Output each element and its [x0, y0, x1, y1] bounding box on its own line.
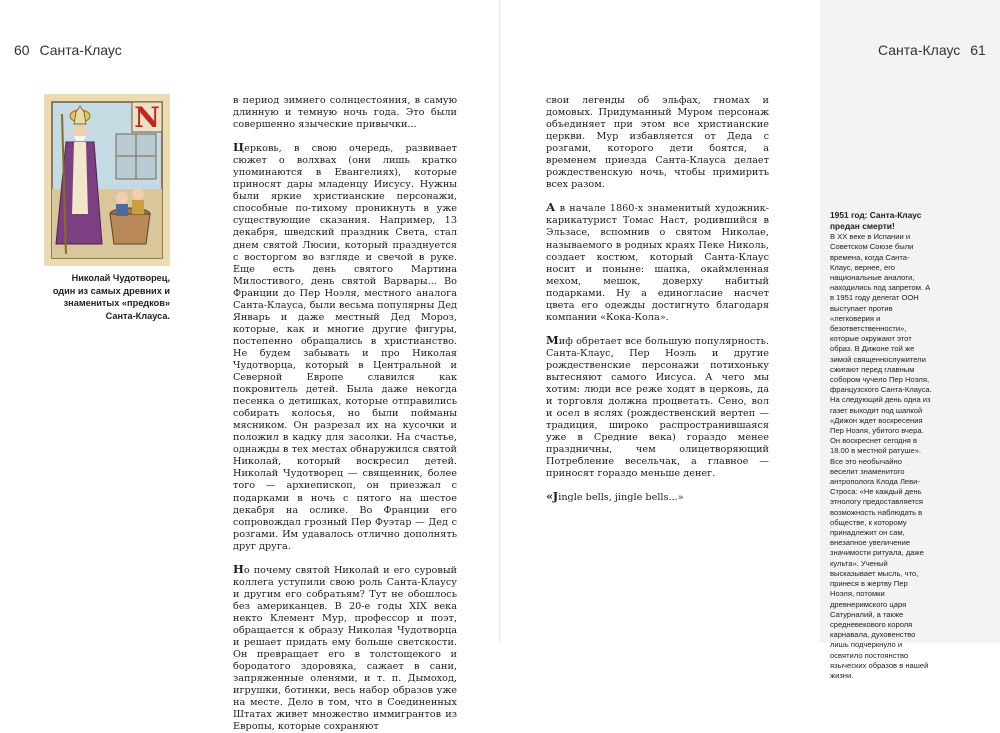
left-running-head	[14, 42, 122, 58]
drop-cap: «J	[546, 489, 559, 504]
book-gutter	[499, 0, 501, 643]
drop-cap: М	[546, 332, 559, 347]
paragraph	[546, 334, 769, 481]
left-running-title: Санта-Клаус	[39, 42, 122, 58]
left-text-column	[233, 95, 457, 733]
paragraph-text: в период зимнего солнцестояния, в самую длинную и темную ночь года. Это были совершенно языческие привычки...	[233, 95, 457, 131]
illustration-caption: Николай Чудотворец, один из самых древних и знаменитых «предков» Санта-Клауса.	[52, 273, 170, 321]
drop-cap: Н	[233, 561, 244, 576]
drop-cap: Ц	[233, 140, 245, 155]
paragraph-text: иф обретает все большую популярность. Санта-Клаус, Пер Ноэль и другие рождественские персонажи потихоньку вытесняют самого Иисуса. А чего мы хотим: люди все реже ходят в церковь, да и торговля должна процветать. Сено, вол и осел в яслях (рождественский вертеп — традиция, широко распространившаяся уже в Средние века) гораздо менее праздничны, чем олицетворяющий Потребление весельчак, а главное — приносят гораздо меньше денег.	[546, 335, 769, 480]
paragraph	[233, 95, 457, 131]
right-running-head	[878, 42, 986, 58]
drop-cap: А	[546, 200, 556, 215]
paragraph-text: свои легенды об эльфах, гномах и домовых. Придуманный Муром персонаж объединяет при этом все христианские церкви. Мур избавляется от Деда с розгами, которого дети боятся, а временем приезда Санта-Клауса делает рождественскую ночь, чтобы примирить всех разом.	[546, 95, 769, 191]
sidebar-body: В XX веке в Испании и Советском Союзе были времена, когда Санта-Клаус, вернее, его национальные аналоги, находились под запретом. А в 1951 году делегат ООН выступает против «легковерия и безответственности», которые окружают этот образ. В Дижоне той же зимой священнослужители сжигают перед главным собором чучело Пер Ноэля, французского Санта-Клауса. На следующий день одна из газет выходит под шапкой «Дижон ждет воскресения Пер Ноэля, убитого вчера. Он воскреснет сегодня в 18.00 в местной ратуше». Все это необычайно веселит знаменитого антрополога Клода Леви-Строса: «Не каждый день этнологу предоставляется возможность наблюдать в обществе, к которому принадлежит он сам, внезапное увеличение значимости ритуала, даже культа». Ученый высказывает мысль, что, принеся в жертву Пер Ноэля, потомки древнеримского царя Сатурналий, а также средневекового короля карнавала, духовенство лишь подчеркнуло и освятило постоянство языческих образов в нашей жизни.	[830, 232, 932, 680]
paragraph	[546, 201, 769, 323]
paragraph-text: ingle bells, jingle bells...»	[558, 492, 684, 504]
saint-nicholas-illustration	[44, 94, 170, 266]
sidebar-box	[830, 210, 932, 681]
paragraph-text: ерковь, в свою очередь, развивает сюжет о волхвах (они лишь кратко упоминаются в Евангелиях), которые приносят дары младенцу Иисусу. Нужны были яркие христианские персонажи, способные по-тихому проникнуть в уже существующие сказания. Например, 13 декабря, шведский праздник Света, стал днем святой Люсии, который празднуется с восторгом во взгляде и свечой в руке. Еще есть день святого Мартина Милостивого, день святой Варвары... Во Франции до Пер Ноэля, местного аналога Санта-Клауса, были весьма популярны Дед Январь и даже местный Дед Мороз, которые, как и многие другие фигуры, постепенно обращались в христианство. Не будем забывать и про Николая Чудотворца, который в Центральной и Северной Европе славился как покровитель детей. Была даже некогда песенка о детишках, которые отправились собирать колосья, но были пойманы мясником. Он разрезал их на кусочки и положил в кадку для засолки. На счастье, однажды в тех местах обнаружился святой Николай, который воскресил детей. Николай Чудотворец — священник, более того — архиепископ, он приезжал с подарками в ночь с пятого на шестое декабря на ослике. Во Франции его сопровождал грозный Пер Фуэтар — Дед с розгами. Им удавалось отлично дополнять друг друга.	[233, 143, 457, 552]
right-page-number: 61	[970, 42, 986, 58]
left-page-number: 60	[14, 42, 30, 58]
paragraph	[233, 141, 457, 553]
paragraph	[546, 490, 769, 504]
paragraph	[233, 563, 457, 733]
paragraph-text: в начале 1860-х знаменитый художник-карикатурист Томас Наст, родившийся в Эльзасе, вспомнив о святом Николае, называемого в родных краях Пеке Николь, создает костюм, который Санта-Клаус носит и поныне: шапка, окаймленная мехом, мешок, доверху набитый подарками. Ну а единогласие насчет цвета его одежды достигнуто благодаря компании «Кока-Кола».	[546, 203, 769, 323]
right-text-column	[546, 95, 769, 504]
sidebar-heading: 1951 год: Санта-Клаус предан смерти!	[830, 210, 922, 231]
paragraph-text: о почему святой Николай и его суровый коллега уступили свою роль Санта-Клаусу и другим его собратьям? Тут не обошлось без американцев. В 20-е годы XIX века некто Клемент Мур, профессор и поэт, обращается к образу Николая Чудотворца и решает придать ему больше светскости. Он превращает его в толстощекого и бородатого здоровяка, сажает в сани, запряженные оленями, и т. п. Дымоход, игрушки, ботинки, весь набор образов уже на месте. Дело в том, что в Соединенных Штатах живет множество иммигрантов из Европы, которые сохраняют	[233, 564, 457, 733]
right-running-title: Санта-Клаус	[878, 42, 961, 58]
illuminated-letter: N	[134, 101, 160, 134]
illustration-svg	[44, 94, 170, 266]
paragraph	[546, 95, 769, 191]
